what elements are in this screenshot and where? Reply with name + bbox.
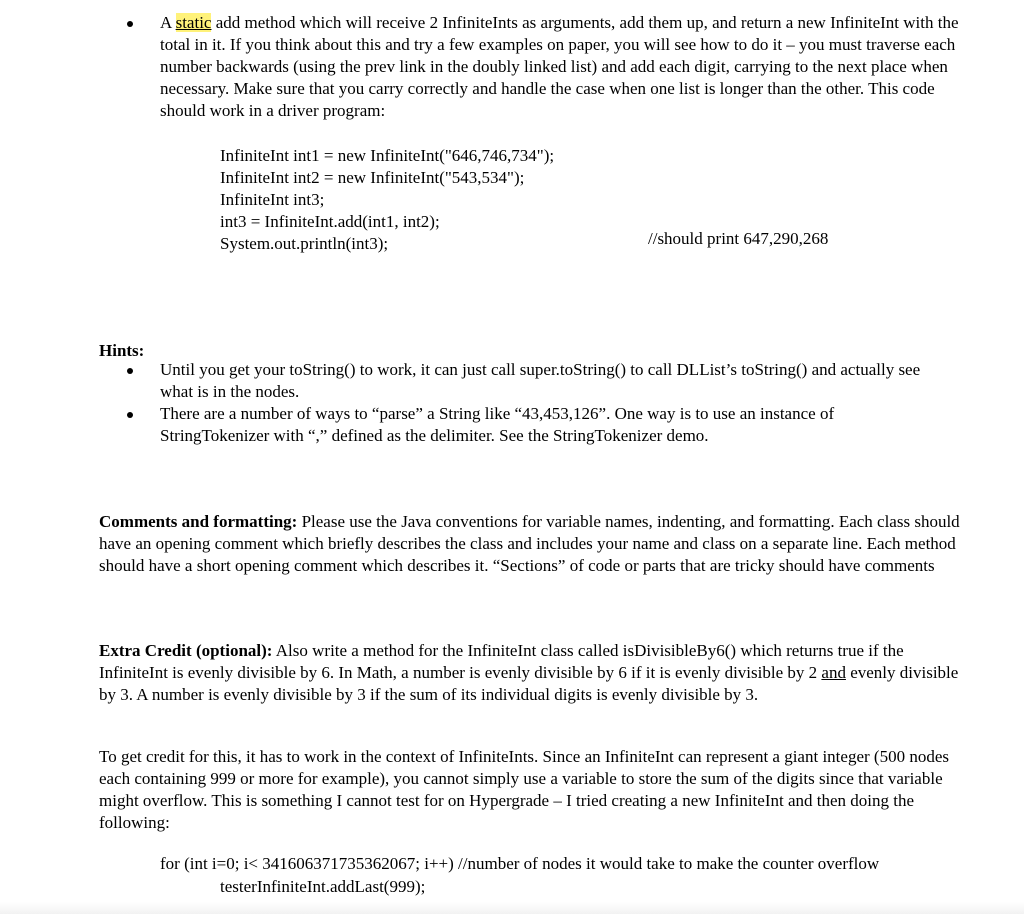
comments-text: Please use the Java conventions for variable names, indenting, and formatting. Each class should have an opening comment which briefly describes the class and includes your name and class on a separate line. Each method should have a short opening comment which describes it. “Sections” of code or parts that are tricky should have comments (99, 512, 960, 575)
bullet-icon (127, 21, 133, 27)
code-line: int3 = InfiniteInt.add(int1, int2); (220, 212, 440, 231)
bullet-text: A static add method which will receive 2 InfiniteInts as arguments, add them up, and return a new InfiniteInt with the total in it. If you think about this and try a few examples on paper, you will see how to do it – you must traverse each number backwards (using the prev link in the doubly linked list) and add each digit, carrying to the next place when necessary. Make sure that you carry correctly and handle the case when one list is longer than the other. This code should work in a driver program: (160, 13, 959, 120)
bullet-icon (127, 412, 133, 418)
driver-code-block (220, 145, 554, 255)
add-last-code: testerInfiniteInt.addLast(999); (220, 877, 426, 896)
document-page: A static add method which will receive 2 InfiniteInts as arguments, add them up, and return a new InfiniteInt with the total in it. If you think about this and try a few examples on paper, you will see how to do it – you must traverse each number backwards (using the prev link in the doubly linked list) and add each digit, carrying to the next place when necessary. Make sure that you carry correctly and handle the case when one list is longer than the other. This code should work in a driver program: InfiniteInt int1 = new InfiniteInt("646,746,734"); InfiniteInt int2 = new InfiniteInt("543,534"); InfiniteInt int3; int3 = InfiniteInt.add(int1, int2); System.out.println(int3); //should print 647,290,268 Hints: Until you get your toString() to work, it can just call super.toString() to call DLList’s toString() and actually see what is in the nodes. There are a number of ways to “parse” a String like “43,453,126”. One way is to use an instance of StringTokenizer with “,” defined as the delimiter. See the StringTokenizer demo. Comments and formatting: Please use the Java conventions for variable names, indenting, and formatting. Each class should have an opening comment which briefly describes the class and includes your name and class on a separate line. Each method should have a short opening comment which describes it. “Sections” of code or parts that are tricky should have comments Extra Credit (optional): Also write a method for the InfiniteInt class called isDivisibleBy6() which returns true if the InfiniteInt is evenly divisible by 6. In Math, a number is evenly divisible by 6 if it is evenly divisible by 2 and evenly divisible by 3. A number is evenly divisible by 3 if the sum of its individual digits is evenly divisible by 3. To get credit for this, it has to work in the context of InfiniteInts. Since an InfiniteInt can represent a giant integer (500 nodes each containing 999 or more for example), you cannot simply use a variable to store the sum of the digits since that variable might overflow. This is something I cannot test for on Hypergrade – I tried creating a new InfiniteInt and then doing the following: for (int i=0; i< 341606371735362067; i++) //number of nodes it would take to make the counter overflow testerInfiniteInt.addLast(999); (0, 0, 1024, 914)
page-edge (0, 902, 1024, 914)
code-line: InfiniteInt int3; (220, 190, 325, 209)
extra-credit-paragraph: To get credit for this, it has to work in the context of InfiniteInts. Since an InfiniteInt can represent a giant integer (500 nodes each containing 999 or more for example), you cannot simply use a variable to store the sum of the digits since that variable might overflow. This is something I cannot test for on Hypergrade – I tried creating a new InfiniteInt and then doing the following: (99, 747, 949, 832)
extra-credit-section: Extra Credit (optional): Also write a method for the InfiniteInt class called isDivisibleBy6() which returns true if the InfiniteInt is evenly divisible by 6. In Math, a number is evenly divisible by 6 if it is evenly divisible by 2 and evenly divisible by 3. A number is evenly divisible by 3 if the sum of its individual digits is evenly divisible by 3. (99, 641, 959, 704)
for-loop-code: for (int i=0; i< 341606371735362067; i++) //number of nodes it would take to make the counter overflow (160, 854, 880, 873)
code-line: InfiniteInt int2 = new InfiniteInt("543,534"); (220, 168, 525, 187)
bullet-icon (127, 368, 133, 374)
extra-credit-heading: Extra Credit (optional): (99, 641, 273, 660)
code-comment: //should print 647,290,268 (648, 229, 829, 248)
code-line: System.out.println(int3); (220, 234, 389, 253)
comments-section (99, 511, 964, 577)
comments-heading: Comments and formatting: (99, 512, 298, 531)
code-line: InfiniteInt int1 = new InfiniteInt("646,746,734"); (220, 146, 555, 165)
hints-heading: Hints: (99, 341, 145, 360)
static-highlight: static (175, 13, 212, 32)
